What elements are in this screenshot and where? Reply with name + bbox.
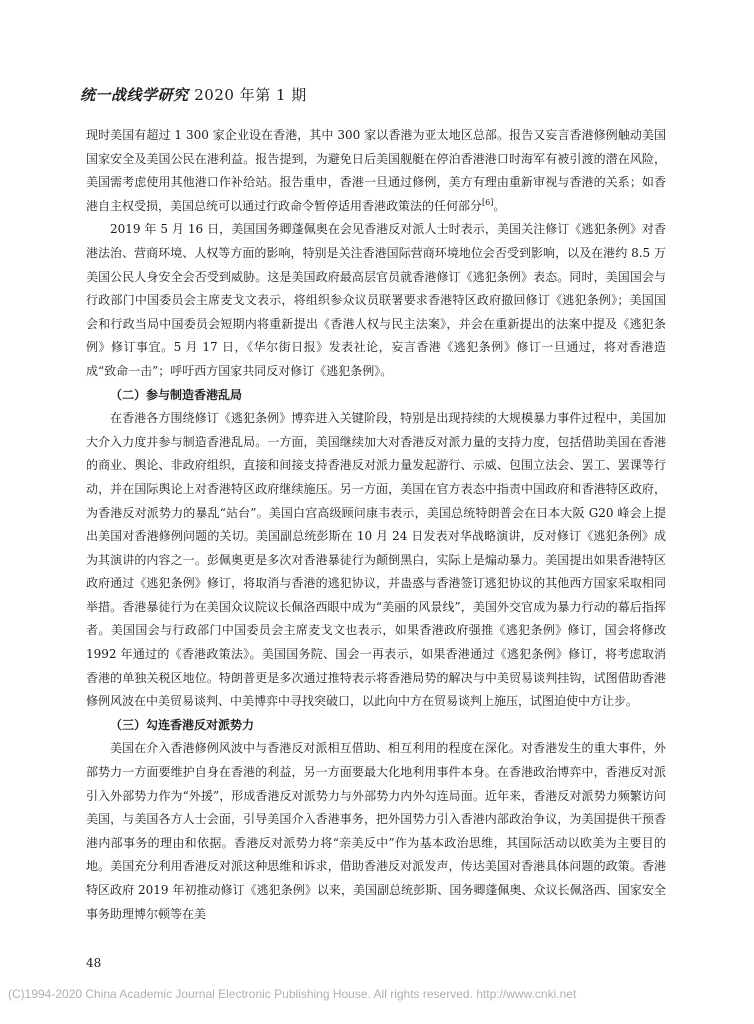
paragraph-1-text: 现时美国有超过 1 300 家企业设在香港，其中 300 家以香港为亚太地区总部。报告又妄言香港修例触动美国国家安全及美国公民在港利益。报告提到，为避免日后美国舰艇在停泊香港港口时海军有被引渡的潜在风险，美国需考虑使用其他港口作补给站。报告重申，香港一旦通过修例，美方有理由重新审视与香港的关系；如香港自主权受损，美国总统可以通过行政命令暂停适用香港政策法的任何部分 (86, 128, 666, 213)
journal-title: 统一战线学研究 (80, 86, 189, 104)
paragraph-3: 在香港各方围绕修订《逃犯条例》博弈进入关键阶段，特别是出现持续的大规模暴力事件过程中，美国加大介入力度并参与制造香港乱局。一方面，美国继续加大对香港反对派力量的支持力度，包括借助美国在香港的商业、舆论、非政府组织，直接和间接支持香港反对派力量发起游行、示威、包围立法会、罢工、罢课等行动，并在国际舆论上对香港特区政府继续施压。另一方面，美国在官方表态中指责中国政府和香港特区政府，为香港反对派势力的暴乱“站台”。美国白宫高级顾问康韦表示，美国总统特朗普会在日本大阪 G20 峰会上提出美国对香港修例问题的关切。美国副总统彭斯在 10 月 24 日发表对华战略演讲，反对修订《逃犯条例》成为其演讲的内容之一。彭佩奥更是多次对香港暴徒行为颠倒黑白，实际上是煽动暴力。美国提出如果香港特区政府通过《逃犯条例》修订，将取消与香港的逃犯协议，并蛊惑与香港签订逃犯协议的其他西方国家采取相同举措。香港暴徒行为在美国众议院议长佩洛西眼中成为“美丽的风景线”，美国外交官成为暴力行动的幕后指挥者。美国国会与行政部门中国委员会主席麦戈文也表示，如果香港政府强推《逃犯条例》修订，国会将修改 1992 年通过的《香港政策法》。美国国务院、国会一再表示，如果香港通过《逃犯条例》修订，将考虑取消香港的单独关税区地位。特朗普更是多次通过推特表示将香港局势的解决与中美贸易谈判挂钩，试图借助香港修例风波在中美贸易谈判、中美博弈中寻找突破口，以此向中方在贸易谈判上施压，试图迫使中方让步。 (86, 411, 666, 709)
copyright-footer: (C)1994-2020 China Academic Journal Electronic Publishing House. All rights reserved. http://www.cnki.net (8, 987, 577, 1001)
running-header (80, 84, 307, 105)
citation-ref: [6] (482, 197, 494, 207)
paragraph-1 (86, 124, 666, 218)
paragraph-2: 2019 年 5 月 16 日，美国国务卿蓬佩奥在会见香港反对派人士时表示，美国关注修订《逃犯条例》对香港法治、营商环境、人权等方面的影响，特别是关注香港国际营商环境地位会否受到影响，以及在港约 8.5 万美国公民人身安全会否受到威胁。这是美国政府最高层官员就香港修订《逃犯条例》表态。同时，美国国会与行政部门中国委员会主席麦戈文表示，将组织参众议员联署要求香港特区政府撤回修订《逃犯条例》；美国国会和行政当局中国委员会短期内将重新提出《香港人权与民主法案》，并会在重新提出的法案中提及《逃犯条例》修订事宜。5 月 17 日，《华尔街日报》发表社论，妄言香港《逃犯条例》修订一旦通过，将对香港造成“致命一击”；呼吁西方国家共同反对修订《逃犯条例》。 (86, 222, 666, 378)
paragraph-4: 美国在介入香港修例风波中与香港反对派相互借助、相互利用的程度在深化。对香港发生的重大事件，外部势力一方面要维护自身在香港的利益，另一方面要最大化地利用事件本身。在香港政治博弈中，香港反对派引入外部势力作为“外援”，形成香港反对派势力与外部势力内外勾连局面。近年来，香港反对派势力频繁访问美国，与美国各方人士会面，引导美国介入香港事务，把外国势力引入香港内部政治争议，为美国提供干预香港内部事务的理由和依据。香港反对派势力将“亲美反中”作为基本政治思维，其国际活动以欧美为主要目的地。美国充分利用香港反对派这种思维和诉求，借助香港反对派发声，传达美国对香港具体问题的政策。香港特区政府 2019 年初推动修订《逃犯条例》以来，美国副总统彭斯、国务卿蓬佩奥、众议长佩洛西、国家安全事务助理博尔顿等在美 (86, 741, 666, 921)
section-heading-2: （二）参与制造香港乱局 (110, 387, 243, 402)
issue-label: 2020 年第 1 期 (194, 86, 307, 104)
paragraph-1-end: 。 (493, 198, 506, 213)
section-heading-3: （三）勾连香港反对派势力 (110, 717, 255, 732)
article-body (86, 124, 666, 926)
page-number: 48 (86, 956, 102, 970)
